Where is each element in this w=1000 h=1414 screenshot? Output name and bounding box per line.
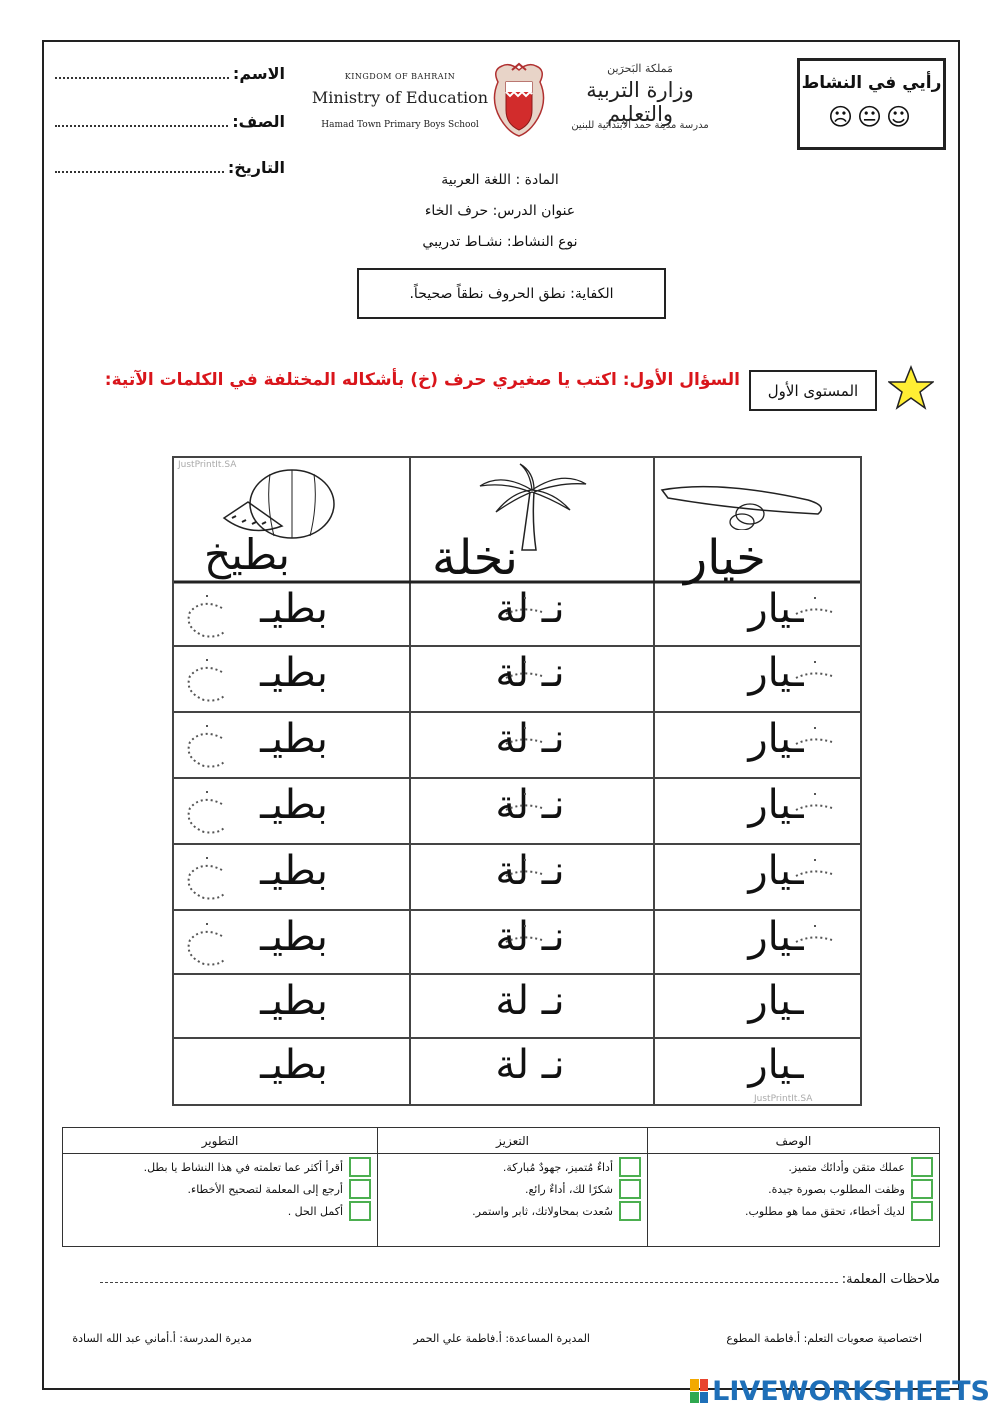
rubric-desc-3[interactable]: لديك أخطاء، تحقق مما هو مطلوب. [745, 1200, 933, 1222]
rubric-desc-2[interactable]: وظفت المطلوب بصورة جيدة. [768, 1178, 933, 1200]
rubric-develop-1[interactable]: أقرأ أكثر عما تعلمته في هذا النشاط يا بطل. [144, 1156, 371, 1178]
ar-school-text: مدرسة مدينة حمد الابتدائية للبنين [571, 120, 709, 131]
rubric-head-reinforce: التعزيز [378, 1128, 647, 1154]
ministry-text: Ministry of Education [311, 88, 489, 107]
date-dots [55, 159, 224, 173]
dotted-kha-guide-icon [792, 854, 838, 904]
trace-solid-part: نـ لة [495, 716, 565, 762]
dotted-kha-guide-icon [182, 722, 228, 772]
trace-solid-part: بطيـ [260, 1042, 328, 1088]
trace-cell[interactable] [666, 914, 886, 960]
trace-solid-part: نـ لة [495, 848, 565, 894]
liveworksheets-logo-icon [690, 1379, 708, 1403]
tracing-worksheet [172, 456, 862, 1106]
rubric-desc-col [647, 1128, 939, 1246]
notes-label: ملاحظات المعلمة: [841, 1272, 940, 1287]
trace-solid-part: بطيـ [260, 848, 328, 894]
checkbox[interactable] [619, 1201, 641, 1221]
dotted-kha-guide-icon [502, 592, 548, 642]
trace-solid-part: بطيـ [260, 782, 328, 828]
rubric-reinforce-1[interactable]: أداءٌ مُتميز، جهودٌ مُباركة. [503, 1156, 641, 1178]
trace-cell[interactable] [666, 848, 886, 894]
school-text: Hamad Town Primary Boys School [321, 120, 479, 130]
rubric-develop-col [63, 1128, 377, 1246]
trace-cell[interactable] [184, 978, 404, 1024]
dotted-kha-guide-icon [792, 656, 838, 706]
trace-solid-part: نـ لة [495, 782, 565, 828]
liveworksheets-logo [690, 1374, 990, 1408]
level-box [749, 370, 877, 411]
dotted-kha-guide-icon [182, 592, 228, 642]
rubric-reinforce-2[interactable]: شكرًا لك، أداءٌ رائع. [525, 1178, 641, 1200]
date-label: التاريخ: [227, 158, 285, 177]
rubric-desc-1[interactable]: عملك متقن وأدائك متميز. [788, 1156, 933, 1178]
dotted-kha-guide-icon [502, 722, 548, 772]
name-field[interactable] [55, 64, 285, 94]
trace-solid-part: ـيار [748, 716, 804, 762]
rubric-develop-2[interactable]: أرجع إلى المعلمة لتصحيح الأخطاء. [188, 1178, 371, 1200]
class-dots [55, 113, 228, 127]
dotted-kha-guide-icon [182, 920, 228, 970]
cucumber-icon [658, 470, 858, 530]
rubric-head-desc: الوصف [648, 1128, 939, 1154]
word-watermelon: بطيخ [204, 530, 290, 579]
teacher-notes[interactable] [100, 1272, 940, 1287]
dotted-kha-guide-icon [182, 656, 228, 706]
star-icon [888, 365, 934, 411]
feedback-rubric [62, 1127, 940, 1247]
dotted-kha-guide-icon [502, 920, 548, 970]
ar-ministry-text: وزارة التربية والتعليم [586, 78, 694, 126]
trace-solid-part: ـيار [748, 848, 804, 894]
trace-cell[interactable] [666, 716, 886, 762]
trace-cell[interactable] [666, 978, 886, 1024]
trace-cell[interactable] [420, 978, 640, 1024]
subject-line: المادة : اللغة العربية [441, 172, 559, 188]
trace-solid-part: بطيـ [260, 914, 328, 960]
signature-principal: مديرة المدرسة: أ.أماني عبد الله السادة [72, 1332, 252, 1345]
class-label: الصف: [232, 112, 285, 131]
trace-solid-part: ـيار [748, 586, 804, 632]
dotted-kha-guide-icon [792, 592, 838, 642]
signature-specialist: اختصاصية صعوبات التعلم: أ.فاطمة المطوع [726, 1332, 922, 1345]
opinion-title: رأيي في النشاط [801, 73, 942, 93]
class-field[interactable] [55, 112, 285, 142]
word-cucumber: خيار [684, 530, 766, 586]
dotted-kha-guide-icon [792, 920, 838, 970]
dotted-kha-guide-icon [182, 788, 228, 838]
watermark-bottom: JustPrintIt.SA [754, 1094, 813, 1104]
trace-solid-part: ـيار [748, 650, 804, 696]
rubric-reinforce-col [377, 1128, 647, 1246]
kingdom-text: KINGDOM OF BAHRAIN [344, 72, 456, 81]
checkbox[interactable] [619, 1179, 641, 1199]
competence-text: الكفاية: نطق الحروف نطقاً صحيحاً. [409, 285, 614, 302]
watermark-top: JustPrintIt.SA [178, 460, 237, 470]
trace-solid-part: بطيـ [260, 978, 328, 1024]
dotted-kha-guide-icon [502, 788, 548, 838]
trace-cell[interactable] [666, 782, 886, 828]
level-text: المستوى الأول [767, 381, 859, 400]
rubric-develop-3[interactable]: أكمل الحل . [288, 1200, 371, 1222]
brand-text: LIVEWORKSHEETS [712, 1375, 990, 1407]
trace-cell[interactable] [666, 1042, 886, 1088]
ar-kingdom-text: مَملكة البَحرَين [607, 62, 673, 75]
opinion-faces-icon[interactable]: ☹😐☺ [827, 103, 916, 131]
trace-solid-part: نـ لة [495, 1042, 565, 1088]
dotted-kha-guide-icon [502, 656, 548, 706]
checkbox[interactable] [911, 1201, 933, 1221]
trace-solid-part: بطيـ [260, 586, 328, 632]
signature-assistant: المديرة المساعدة: أ.فاطمة علي الحمر [413, 1332, 590, 1345]
rubric-reinforce-3[interactable]: سُعدت بمحاولاتك، ثابر واستمر. [472, 1200, 641, 1222]
notes-line [100, 1273, 838, 1283]
trace-solid-part: نـ لة [495, 914, 565, 960]
checkbox[interactable] [349, 1157, 371, 1177]
trace-solid-part: ـيار [748, 782, 804, 828]
checkbox[interactable] [619, 1157, 641, 1177]
dotted-kha-guide-icon [792, 788, 838, 838]
trace-solid-part: نـ لة [495, 586, 565, 632]
dotted-kha-guide-icon [182, 854, 228, 904]
opinion-box [797, 58, 946, 150]
rubric-head-develop: التطوير [63, 1128, 377, 1154]
trace-solid-part: بطيـ [260, 650, 328, 696]
dotted-kha-guide-icon [792, 722, 838, 772]
trace-solid-part: نـ لة [495, 978, 565, 1024]
word-palm: نخلة [432, 530, 518, 586]
checkbox[interactable] [349, 1201, 371, 1221]
trace-solid-part: نـ لة [495, 650, 565, 696]
trace-cell[interactable] [420, 1042, 640, 1088]
trace-cell[interactable] [184, 1042, 404, 1088]
bahrain-emblem-icon [490, 60, 548, 138]
trace-cell[interactable] [666, 586, 886, 632]
date-field[interactable] [55, 158, 285, 188]
checkbox[interactable] [911, 1179, 933, 1199]
trace-solid-part: بطيـ [260, 716, 328, 762]
trace-solid-part: ـيار [748, 978, 804, 1024]
lesson-title: عنوان الدرس: حرف الخاء [424, 203, 576, 219]
dotted-kha-guide-icon [502, 854, 548, 904]
activity-type: نوع النشاط: نشـاط تدريبي [422, 234, 578, 250]
checkbox[interactable] [911, 1157, 933, 1177]
trace-solid-part: ـيار [748, 1042, 804, 1088]
name-dots [55, 65, 229, 79]
checkbox[interactable] [349, 1179, 371, 1199]
trace-cell[interactable] [666, 650, 886, 696]
name-label: الاسم: [232, 64, 285, 83]
trace-solid-part: ـيار [748, 914, 804, 960]
competence-box [357, 268, 666, 319]
question-text: السؤال الأول: اكتب يا صغيري حرف (خ) بأشكاله المختلفة في الكلمات الآتية: [104, 370, 740, 390]
